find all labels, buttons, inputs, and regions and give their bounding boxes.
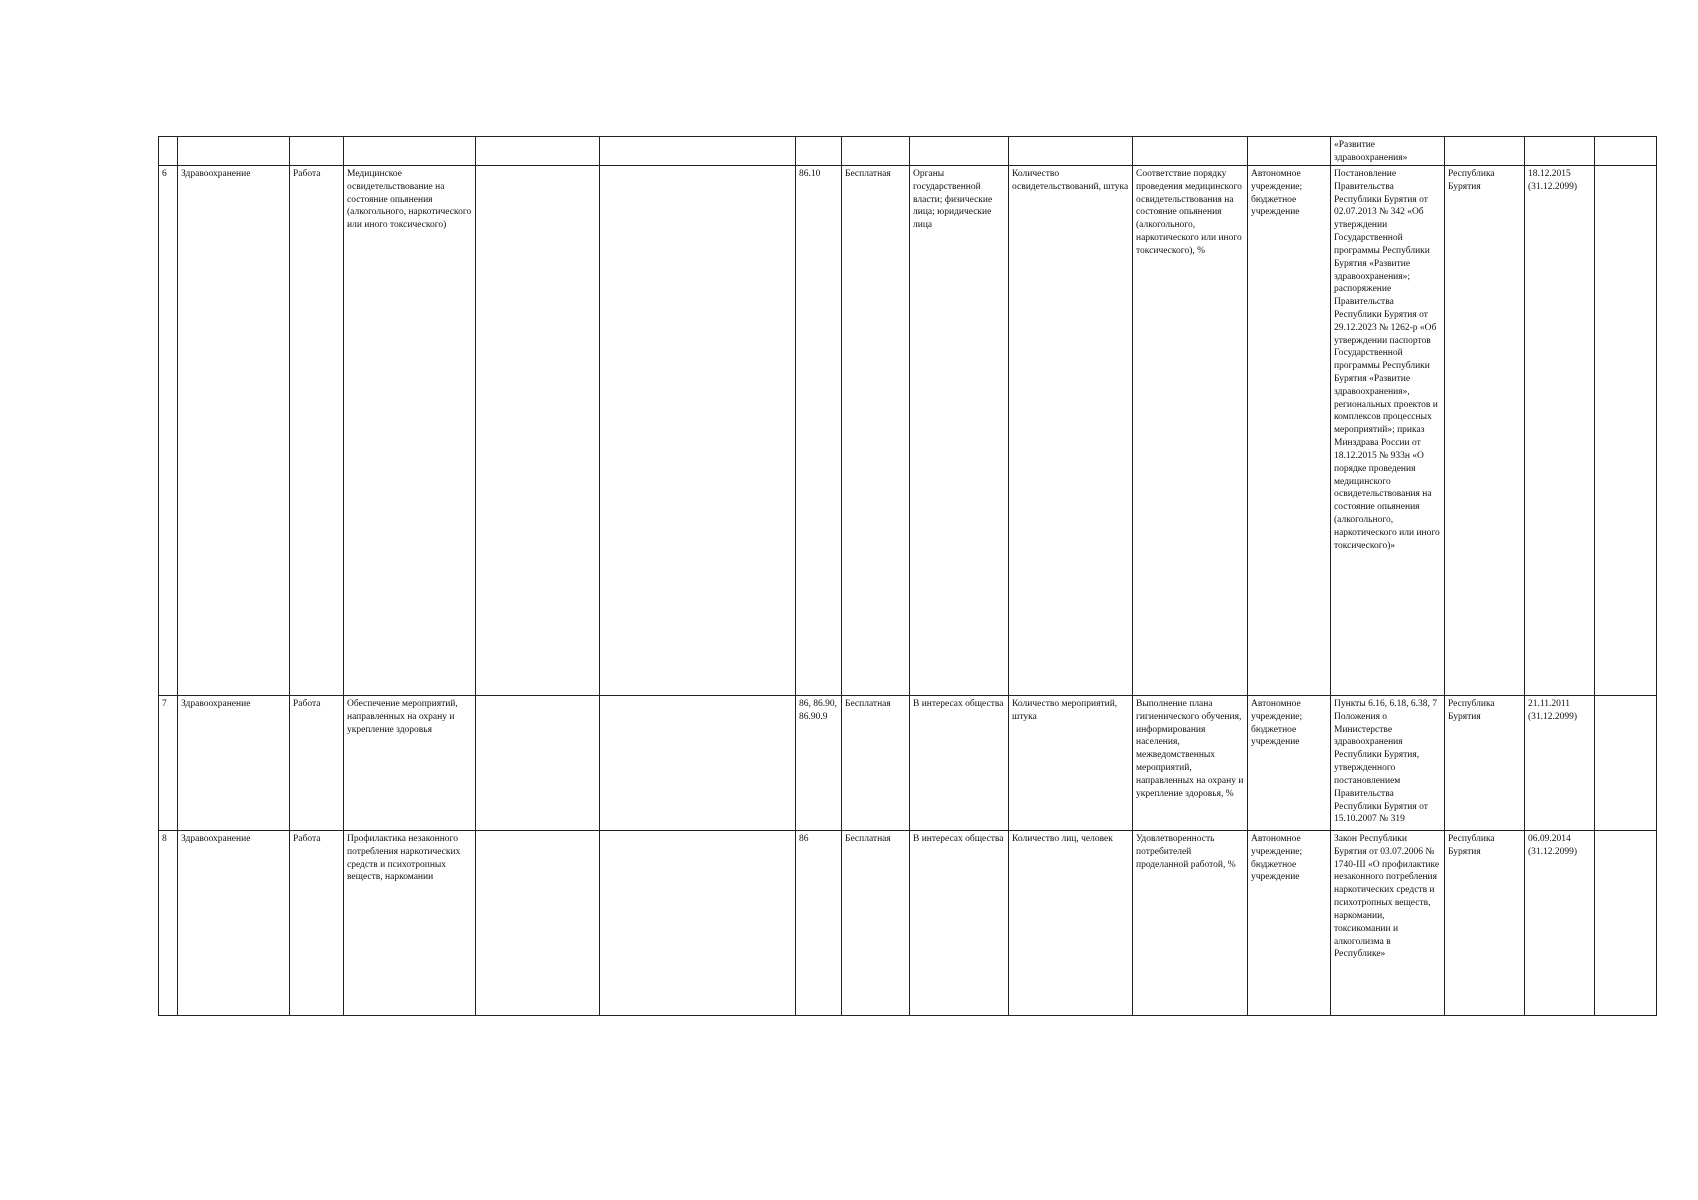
kind-cell: Работа — [290, 696, 344, 831]
cell — [600, 137, 796, 166]
volume-indicator-cell: Количество мероприятий, штука — [1009, 696, 1133, 831]
legal-basis-cell: Постановление Правительства Республики Бурятия от 02.07.2013 № 342 «Об утверждении Государственной программы Республики Бурятия «Развитие здравоохранения»; распоряжение Правительства Республики Бурятия от 29.12.2023 № 1262-р «Об утверждении паспортов Государственной программы Республики Бурятия «Развитие здравоохранения», региональных проектов и комплексов процессных мероприятий»; приказ Минздрава России от 18.12.2015 № 933н «О порядке проведения медицинского освидетельствования на состояние опьянения (алкогольного, наркотического или иного токсического)» — [1331, 166, 1445, 696]
institution-type-cell: Автономное учреждение; бюджетное учреждение — [1248, 831, 1331, 1016]
okved-cell: 86 — [796, 831, 842, 1016]
dates-cell: 06.09.2014 (31.12.2099) — [1525, 831, 1595, 1016]
legal-basis-cell: Закон Республики Бурятия от 03.07.2006 № 1740-III «О профилактике незаконного потребления наркотических средств и психотропных веществ, наркомании, токсикомании и алкоголизма в Республике» — [1331, 831, 1445, 1016]
okved-cell: 86, 86.90, 86.90.9 — [796, 696, 842, 831]
payment-cell: Бесплатная — [842, 696, 910, 831]
empty-cell — [600, 166, 796, 696]
sphere-cell: Здравоохранение — [178, 166, 290, 696]
empty-cell — [1595, 831, 1657, 1016]
table-row — [159, 696, 1657, 831]
sphere-cell: Здравоохранение — [178, 831, 290, 1016]
continuation-row — [159, 137, 1657, 166]
cell — [476, 137, 600, 166]
cell — [1445, 137, 1525, 166]
registry-sheet — [158, 136, 1657, 1016]
empty-cell — [600, 696, 796, 831]
consumers-cell: В интересах общества — [910, 696, 1009, 831]
registry-table — [158, 136, 1657, 1016]
level-cell: Республика Бурятия — [1445, 166, 1525, 696]
payment-cell: Бесплатная — [842, 831, 910, 1016]
cell — [178, 137, 290, 166]
dates-cell: 21.11.2011 (31.12.2099) — [1525, 696, 1595, 831]
quality-indicator-cell: Удовлетворенность потребителей проделанной работой, % — [1133, 831, 1248, 1016]
table-row — [159, 166, 1657, 696]
kind-cell: Работа — [290, 831, 344, 1016]
consumers-cell: Органы государственной власти; физические лица; юридические лица — [910, 166, 1009, 696]
quality-indicator-cell: Соответствие порядку проведения медицинского освидетельствования на состояние опьянения (алкогольного, наркотического или иного токсического), % — [1133, 166, 1248, 696]
row-number: 8 — [159, 831, 178, 1016]
cell — [1133, 137, 1248, 166]
cell — [842, 137, 910, 166]
volume-indicator-cell: Количество освидетельствований, штука — [1009, 166, 1133, 696]
empty-cell — [1595, 166, 1657, 696]
cell — [344, 137, 476, 166]
consumers-cell: В интересах общества — [910, 831, 1009, 1016]
row-number: 7 — [159, 696, 178, 831]
legal-basis-continuation: «Развитие здравоохранения» — [1331, 137, 1445, 166]
legal-basis-cell: Пункты 6.16, 6.18, 6.38, 7 Положения о Министерстве здравоохранения Республики Бурятия, утвержденного постановлением Правительства Республики Бурятия от 15.10.2007 № 319 — [1331, 696, 1445, 831]
kind-cell: Работа — [290, 166, 344, 696]
payment-cell: Бесплатная — [842, 166, 910, 696]
empty-cell — [476, 166, 600, 696]
dates-cell: 18.12.2015 (31.12.2099) — [1525, 166, 1595, 696]
level-cell: Республика Бурятия — [1445, 831, 1525, 1016]
cell — [1248, 137, 1331, 166]
empty-cell — [476, 831, 600, 1016]
cell — [159, 137, 178, 166]
name-cell: Медицинское освидетельствование на состояние опьянения (алкогольного, наркотического или иного токсического) — [344, 166, 476, 696]
table-row — [159, 831, 1657, 1016]
sphere-cell: Здравоохранение — [178, 696, 290, 831]
volume-indicator-cell: Количество лиц, человек — [1009, 831, 1133, 1016]
cell — [290, 137, 344, 166]
level-cell: Республика Бурятия — [1445, 696, 1525, 831]
empty-cell — [600, 831, 796, 1016]
row-number: 6 — [159, 166, 178, 696]
quality-indicator-cell: Выполнение плана гигиенического обучения, информирования населения, межведомственных мероприятий, направленных на охрану и укрепление здоровья, % — [1133, 696, 1248, 831]
cell — [910, 137, 1009, 166]
institution-type-cell: Автономное учреждение; бюджетное учреждение — [1248, 696, 1331, 831]
cell — [1595, 137, 1657, 166]
empty-cell — [476, 696, 600, 831]
cell — [796, 137, 842, 166]
empty-cell — [1595, 696, 1657, 831]
name-cell: Профилактика незаконного потребления наркотических средств и психотропных веществ, наркомании — [344, 831, 476, 1016]
okved-cell: 86.10 — [796, 166, 842, 696]
cell — [1009, 137, 1133, 166]
institution-type-cell: Автономное учреждение; бюджетное учреждение — [1248, 166, 1331, 696]
cell — [1525, 137, 1595, 166]
name-cell: Обеспечение мероприятий, направленных на охрану и укрепление здоровья — [344, 696, 476, 831]
